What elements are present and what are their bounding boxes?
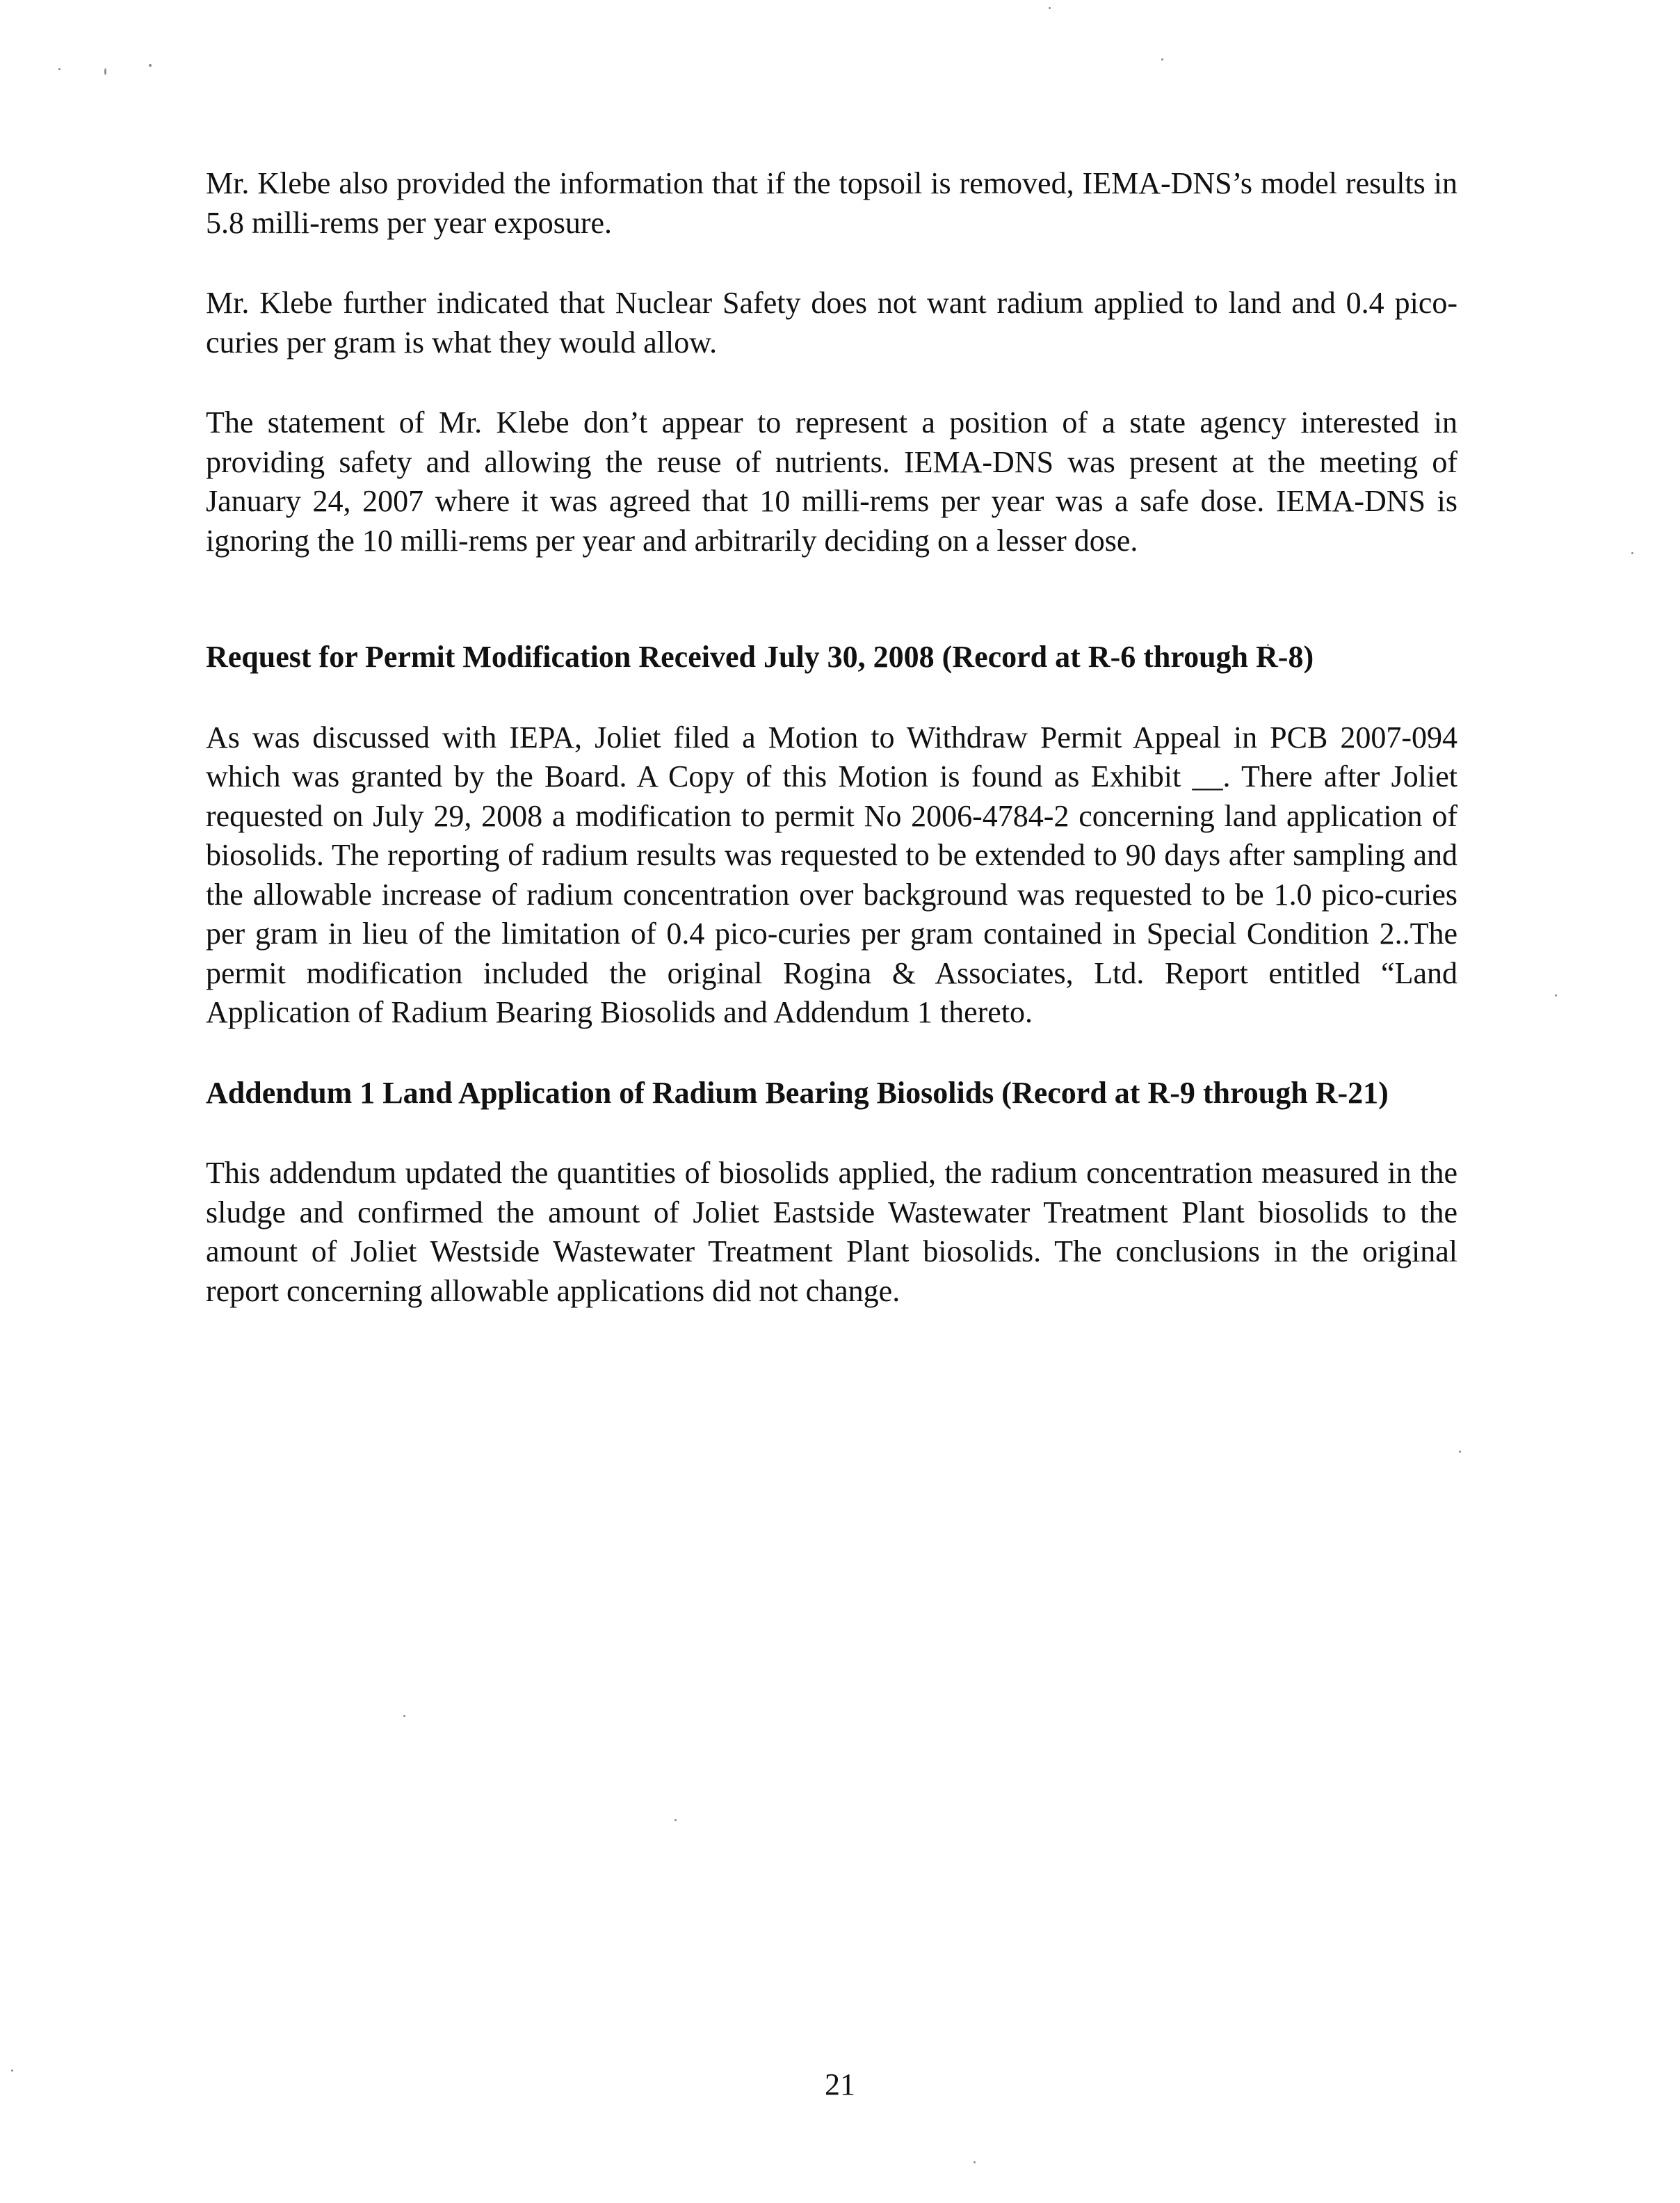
section-spacer [206, 560, 1457, 638]
heading-spacer [206, 677, 1457, 718]
heading-permit-modification: Request for Permit Modification Received July 30, 2008 (Record at R-6 through R-8) [206, 640, 1314, 674]
scan-speck [675, 1819, 677, 1821]
scan-speck [58, 68, 60, 70]
paragraph-nuclear-safety: Mr. Klebe further indicated that Nuclear Safety does not want radium applied to land and 0.4 pico-curies per gram is what they would allow. [206, 286, 1457, 360]
scan-speck [104, 68, 106, 75]
paragraph-addendum: This addendum updated the quantities of biosolids applied, the radium concentration measured in the sludge and confirmed the amount of Joliet Eastside Wastewater Treatment Plant biosolids to the amount of Joliet Westside Wastewater Treatment Plant biosolids. The conclusions in the original report concerning allowable applications did not change. [206, 1156, 1457, 1308]
heading-spacer [206, 1113, 1457, 1154]
scan-speck [149, 64, 152, 67]
scan-speck [1631, 552, 1633, 554]
paragraph-spacer [206, 243, 1457, 284]
scan-speck [974, 2161, 976, 2163]
scan-speck [1555, 994, 1557, 996]
scan-speck [1049, 7, 1051, 9]
paragraph-permit-modification: As was discussed with IEPA, Joliet filed a Motion to Withdraw Permit Appeal in PCB 2007-094 which was granted by the Board. A Copy of this Motion is found as Exhibit __. There after Joliet requested on July 29, 2008 a modification to permit No 2006-4784-2 concerning land application of biosolids. The reporting of radium results was requested to be extended to 90 days after sampling and the allowable increase of radium concentration over background was requested to be 1.0 pico-curies per gram in lieu of the limitation of 0.4 pico-curies per gram contained in Special Condition 2..The permit modification included the original Rogina & Associates, Ltd. Report entitled “Land Application of Radium Bearing Biosolids and Addendum 1 thereto. [206, 720, 1457, 1029]
paragraph-spacer [206, 362, 1457, 403]
section-spacer [206, 1033, 1457, 1074]
scan-speck [1459, 1451, 1461, 1453]
paragraph-statement: The statement of Mr. Klebe don’t appear to represent a position of a state agency interested in providing safety and allowing the reuse of nutrients. IEMA-DNS was present at the meeting of January 24, 2007 where it was agreed that 10 milli-rems per year was a safe dose. IEMA-DNS is ignoring the 10 milli-rems per year and arbitrarily deciding on a lesser dose. [206, 405, 1457, 558]
scan-speck [403, 1715, 405, 1717]
page-number: 21 [825, 2067, 855, 2101]
scan-speck [1161, 58, 1163, 60]
document-body [206, 164, 1457, 1311]
paragraph-topsoil: Mr. Klebe also provided the information that if the topsoil is removed, IEMA-DNS’s model results in 5.8 milli-rems per year exposure. [206, 166, 1457, 240]
heading-addendum: Addendum 1 Land Application of Radium Bearing Biosolids (Record at R-9 through R-21) [206, 1075, 1389, 1110]
